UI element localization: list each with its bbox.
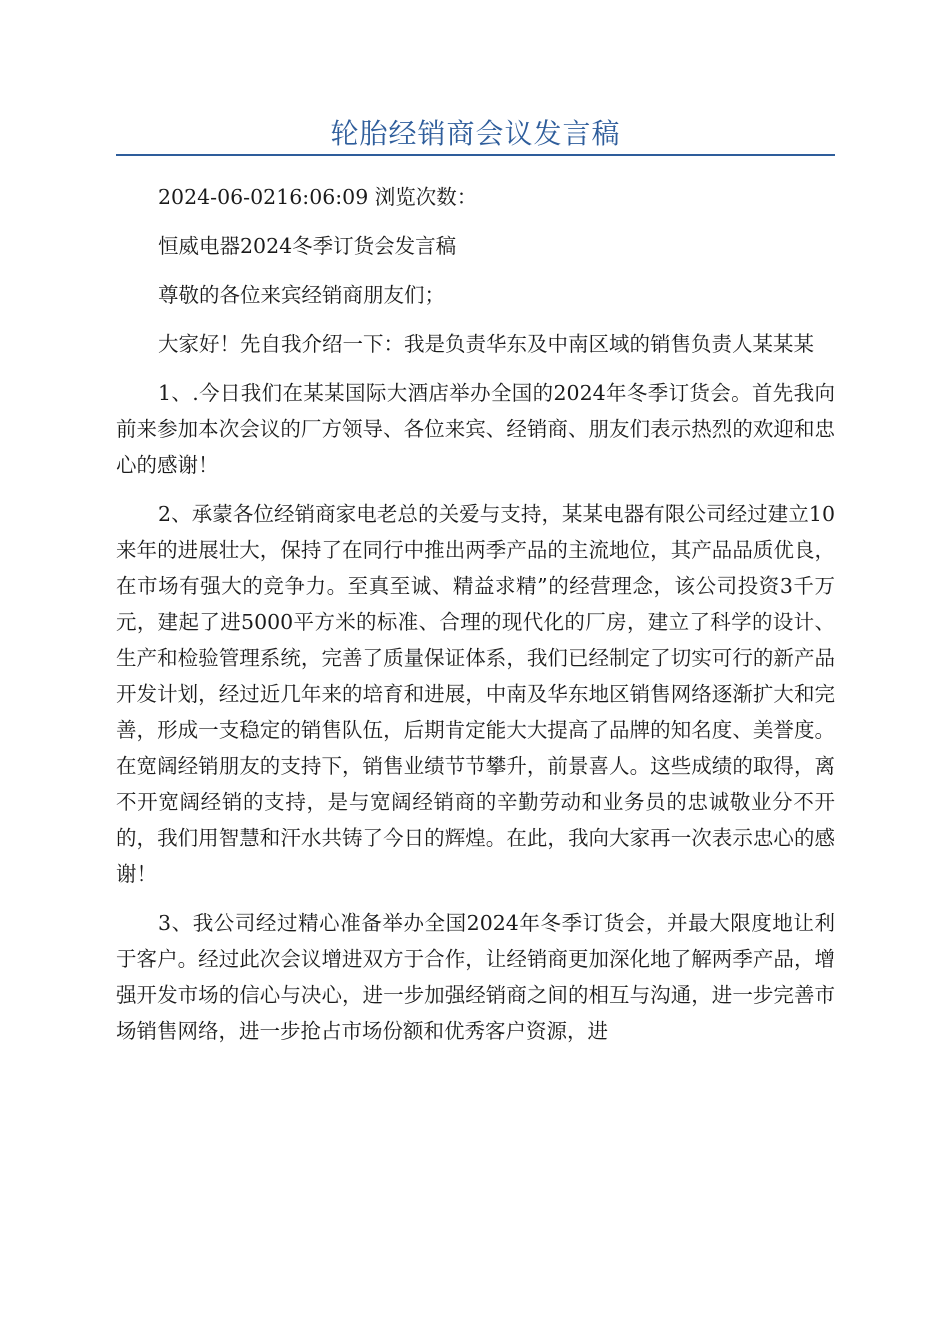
title-underline	[116, 154, 835, 156]
paragraph-3: 3、我公司经过精心准备举办全国2024年冬季订货会，并最大限度地让利于客户。经过此次会议增进双方于合作，让经销商更加深化地了解两季产品，增强开发市场的信心与决心，进一步加强经销商之间的相互与沟通，进一步完善市场销售网络，进一步抢占市场份额和优秀客户资源，进	[116, 911, 835, 1043]
paragraph-2: 2、承蒙各位经销商家电老总的关爱与支持，某某电器有限公司经过建立10来年的进展壮大，保持了在同行中推出两季产品的主流地位，其产品品质优良，在市场有强大的竞争力。至真至诚、精益求精”的经营理念，该公司投资3千万元，建起了进5000平方米的标准、合理的现代化的厂房，建立了科学的设计、生产和检验管理系统，完善了质量保证体系，我们已经制定了切实可行的新产品开发计划，经过近几年来的培育和进展，中南及华东地区销售网络逐渐扩大和完善，形成一支稳定的销售队伍，后期肯定能大大提高了品牌的知名度、美誉度。在宽阔经销朋友的支持下，销售业绩节节攀升，前景喜人。这些成绩的取得，离不开宽阔经销的支持，是与宽阔经销商的辛勤劳动和业务员的忠诚敬业分不开的，我们用智慧和汗水共铸了今日的辉煌。在此，我向大家再一次表示忠心的感谢！	[116, 502, 835, 886]
greeting-paragraph: 大家好！先自我介绍一下：我是负责华东及中南区域的销售负责人某某某	[158, 332, 814, 356]
date-views-line: 2024-06-0216:06:09 浏览次数：	[158, 185, 478, 209]
paragraph-1: 1、.今日我们在某某国际大酒店举办全国的2024年冬季订货会。首先我向前来参加本次会议的厂方领导、各位来宾、经销商、朋友们表示热烈的欢迎和忠心的感谢！	[116, 381, 835, 477]
salutation: 尊敬的各位来宾经销商朋友们；	[158, 283, 445, 307]
document-title: 轮胎经销商会议发言稿	[330, 117, 621, 150]
document-page	[116, 0, 835, 1062]
speech-subtitle: 恒威电器2024冬季订货会发言稿	[158, 234, 457, 258]
document-body	[116, 179, 835, 1049]
